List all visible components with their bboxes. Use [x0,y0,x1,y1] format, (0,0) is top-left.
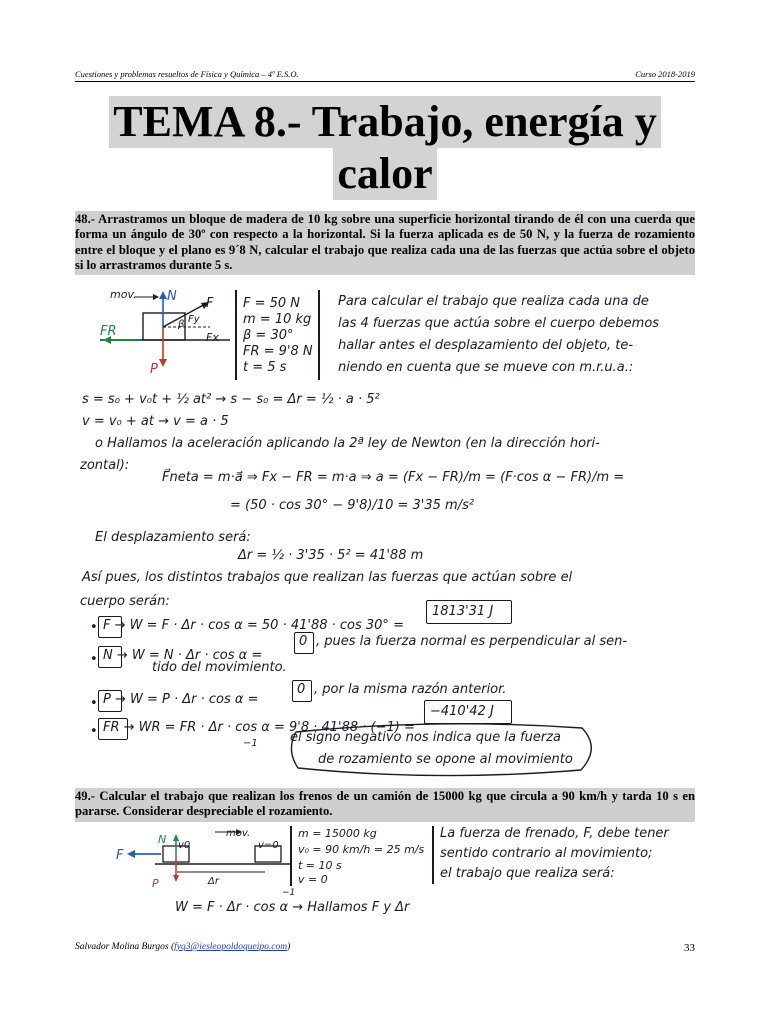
work-p-result: 0 [297,682,306,697]
data-49-initial-velocity: v₀ = 90 km/h = 25 m/s [298,843,425,856]
explanation-48-line-2: las 4 fuerzas que actúa sobre el cuerpo debemos [338,316,660,331]
data-48-time: t = 5 s [243,360,287,375]
explanation-49-line-2: sentido contrario al movimiento; [440,846,653,861]
cloud-note-line-2: de rozamiento se opone al movimiento [318,752,573,767]
acceleration-intro-line-1: o Hallamos la aceleración aplicando la 2ª ley de Newton (en la dirección hori- [95,436,600,451]
diagram-48-weight-label: P [150,362,158,377]
bullet-p: • [90,696,98,711]
work-n-eq: N → W = N · Δr · cos α = [103,648,263,663]
explanation-48-line-1: Para calcular el trabajo que realiza cada una de [338,294,649,309]
cloud-note-line-1: el signo negativo nos indica que la fuerza [290,730,561,745]
diagram-48-fy-label: Fy [188,314,200,325]
diagram-48-normal-label: N [167,289,177,304]
problem-49-statement: 49.- Calcular el trabajo que realizan los frenos de un camión de 15000 kg que circula a 90 km/h y tarda 10 s en pararse. Considerar despreciable el rozamiento. [75,788,695,822]
title-line-2: calor [333,148,436,200]
displacement-intro: El desplazamiento será: [95,530,251,545]
displacement-eq: Δr = ½ · 3'35 · 5² = 41'88 m [238,548,424,563]
data-48-friction: FR = 9'8 N [243,344,313,359]
data-49-divider-right [432,826,434,884]
diagram-48-friction-label: FR [100,324,117,339]
work-n-note-line-1: , pues la fuerza normal es perpendicular al sen- [316,634,628,649]
data-49-mass: m = 15000 kg [298,827,377,840]
diagram-48-mov-label: mov. [110,288,137,301]
problem-48-statement: 48.- Arrastramos un bloque de madera de 10 kg sobre una superficie horizontal tirando de él con una cuerda que forma un ángulo de 30º con respecto a la horizontal. Si la fuerza aplicada es de 50 N, y la fuerza de rozamiento entre el bloque y el plano es 9´8 N, calcular el trabajo que realiza cada una de las fuerzas que actúa sobre el objeto si lo arrastramos durante 5 s. [75,211,695,275]
newton-second-law-eq: F⃗neta = m·a⃗ ⇒ Fx − FR = m·a ⇒ a = (Fx − FR)/m = (F·cos α − FR)/m = [162,470,625,485]
footer-author-name: Salvador Molina Burgos ( [75,942,175,952]
cos-49-minus-one-label: −1 [282,888,296,898]
footer-email-link[interactable]: fyq3@iesleopoldoqueipo.com [174,942,288,952]
diagram-49-weight-label: P [152,877,159,890]
header-book-title: Cuestiones y problemas resueltos de Física y Química – 4º E.S.O. [75,69,299,79]
work-f-eq: F → W = F · Δr · cos α = 50 · 41'88 · cos 30° = [103,618,404,633]
data-divider-left [235,290,237,380]
title-line-1: TEMA 8.- Trabajo, energía y [109,96,660,148]
diagram-48-fx-label: Fx [206,331,219,344]
explanation-48-line-3: hallar antes el desplazamiento del objeto, te- [338,338,634,353]
data-divider-right [318,290,320,380]
work-p-note: , por la misma razón anterior. [314,682,507,697]
works-intro-line-1: Así pues, los distintos trabajos que realizan las fuerzas que actúan sobre el [82,570,573,585]
bullet-n: • [90,652,98,667]
page-header [75,69,695,82]
diagram-49-normal-label: N [158,833,167,846]
diagram-48-force-label: F [206,296,214,311]
data-49-time: t = 10 s [298,859,342,872]
cos-minus-one-label: −1 [243,738,258,749]
work-fr-eq: FR → WR = FR · Δr · cos α = 9'8 · 41'88 · (−1) = [103,720,415,735]
page-title [75,96,695,200]
work-f-result: 1813'31 J [432,604,494,619]
data-48-force: F = 50 N [243,296,301,311]
diagram-49-vfinal-label: v=0 [258,840,279,851]
explanation-49-line-1: La fuerza de frenado, F, debe tener [440,826,669,841]
work-49-eq: W = F · Δr · cos α → Hallamos F y Δr [175,900,410,915]
work-fr-result: −410'42 J [430,704,494,719]
diagram-49-v0-label: v0 [178,840,191,851]
diagram-48-beta-label: β [178,319,185,330]
kinematics-position-eq: s = s₀ + v₀t + ½ at² → s − s₀ = Δr = ½ · a · 5² [82,392,380,407]
data-48-mass: m = 10 kg [243,312,312,327]
explanation-48-line-4: niendo en cuenta que se mueve con m.r.u.a.: [338,360,634,375]
page-footer [75,942,695,956]
work-p-eq: P → W = P · Δr · cos α = [103,692,259,707]
data-48-angle: β = 30° [243,328,294,343]
work-n-result: 0 [299,634,308,649]
bullet-fr: • [90,724,98,739]
data-49-divider-left [290,826,292,886]
acceleration-value-eq: = (50 · cos 30° − 9'8)/10 = 3'35 m/s² [230,498,475,513]
page-number: 33 [684,942,695,954]
header-course: Curso 2018-2019 [635,69,695,79]
diagram-49-force-label: F [116,848,124,863]
footer-close-paren: ) [287,942,291,952]
explanation-49-line-3: el trabajo que realiza será: [440,866,615,881]
acceleration-intro-line-2: zontal): [80,458,130,473]
kinematics-velocity-eq: v = v₀ + at → v = a · 5 [82,414,229,429]
works-intro-line-2: cuerpo serán: [80,594,170,609]
footer-author [75,942,290,952]
problem-49-diagram [115,828,295,888]
bullet-f: • [90,620,98,635]
diagram-49-displacement-label: Δr [208,876,219,887]
diagram-49-mov-label: mov. [226,828,251,839]
data-49-final-velocity: v = 0 [298,873,328,886]
work-n-note-line-2: tido del movimiento. [152,660,287,675]
